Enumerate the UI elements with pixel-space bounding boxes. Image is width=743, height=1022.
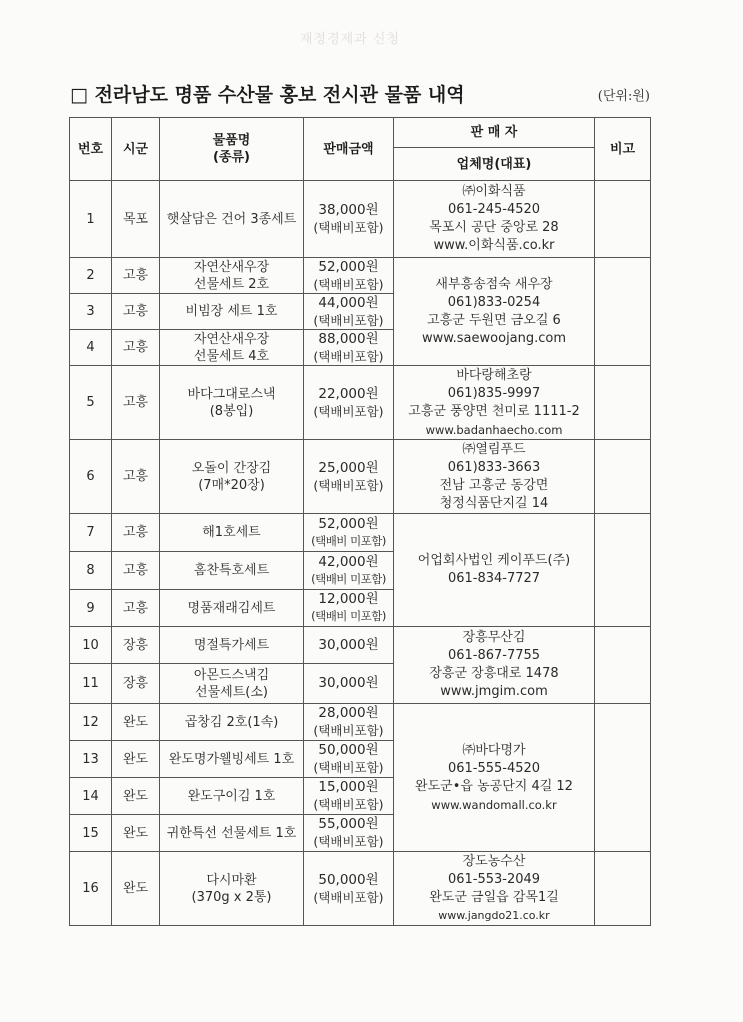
row-region: 고흥 (112, 552, 160, 590)
product-name-line: 명절특가세트 (193, 637, 270, 653)
product-name-line: 바다그대로스낵 (187, 386, 276, 402)
price-note: (택배비포함) (313, 276, 384, 292)
seller-info (394, 366, 595, 440)
row-region: 완도 (112, 741, 160, 778)
seller-line: ㈜바다명가 (462, 742, 526, 758)
remark-cell (595, 704, 651, 852)
unit-note: (단위:원) (597, 89, 650, 104)
header-no: 번호 (70, 118, 112, 181)
seller-line: 어업회사법인 케이푸드(주) (417, 553, 571, 568)
seller-line: 새부흥송점숙 새우장 (435, 276, 553, 292)
seller-line: 061-867-7755 (447, 648, 541, 663)
seller-line: 목포시 공단 중앙로 28 (429, 220, 559, 235)
row-region: 장흥 (112, 627, 160, 664)
seller-info (394, 514, 595, 627)
product-name (160, 258, 304, 294)
header-remark: 비고 (595, 118, 651, 181)
product-name-line: 선물세트 4호 (193, 348, 270, 364)
row-number: 13 (70, 741, 112, 778)
price-cell (304, 330, 394, 366)
header-product (160, 118, 304, 181)
row-number: 11 (70, 664, 112, 704)
price-cell (304, 294, 394, 330)
remark-cell (595, 627, 651, 704)
price-amount: 28,000원 (318, 705, 379, 721)
price-amount: 44,000원 (318, 294, 379, 311)
seller-line: 완도군•읍 농공단지 4길 12 (415, 778, 573, 794)
row-region: 고흥 (112, 514, 160, 552)
product-name-line: (370g x 2통) (191, 889, 272, 905)
product-name (160, 552, 304, 590)
row-number: 16 (70, 852, 112, 926)
product-name (160, 181, 304, 258)
price-note: (택배비 미포함) (311, 533, 386, 548)
seller-line: 061-555-4520 (447, 760, 541, 776)
row-number: 10 (70, 627, 112, 664)
price-note: (택배비포함) (313, 760, 384, 775)
price-amount: 38,000원 (318, 202, 379, 218)
seller-line: 061)835-9997 (447, 385, 541, 401)
product-name-line: 선물세트 2호 (193, 276, 270, 292)
seller-line: www.jangdo21.co.kr (438, 908, 550, 922)
seller-line: www.jmgim.com (440, 684, 548, 699)
product-name (160, 514, 304, 552)
product-name-line: 곱창김 2호(1속) (184, 714, 279, 730)
header-product-line2: (종류) (213, 150, 250, 165)
price-cell (304, 258, 394, 294)
product-name-line: 명품재래김세트 (187, 600, 276, 616)
product-name (160, 590, 304, 627)
product-name (160, 664, 304, 704)
price-note: (택배비 미포함) (311, 609, 386, 623)
price-cell (304, 664, 394, 704)
row-region: 고흥 (112, 440, 160, 514)
seller-line: 장흥군 장흥대로 1478 (429, 666, 559, 681)
product-name (160, 627, 304, 664)
product-name-line: 귀한특선 선물세트 1호 (166, 825, 297, 841)
row-number: 3 (70, 294, 112, 330)
row-number: 8 (70, 552, 112, 590)
seller-line: 061-245-4520 (447, 202, 541, 217)
seller-line: www.이화식품.co.kr (433, 238, 555, 253)
table-row (70, 258, 651, 294)
remark-cell (595, 852, 651, 926)
price-amount: 55,000원 (318, 816, 379, 832)
table-row (70, 514, 651, 552)
product-name-line: (7매*20장) (198, 477, 265, 493)
price-amount: 88,000원 (318, 330, 379, 347)
remark-cell (595, 366, 651, 440)
seller-info (394, 440, 595, 514)
header-product-line1: 물품명 (212, 133, 251, 148)
row-number: 9 (70, 590, 112, 627)
header-seller-sub: 업체명(대표) (394, 148, 595, 181)
seller-line: 장흥무산김 (462, 630, 526, 645)
price-note: (택배비포함) (313, 889, 384, 905)
row-number: 1 (70, 181, 112, 258)
product-name (160, 294, 304, 330)
price-amount: 42,000원 (318, 553, 379, 570)
product-name (160, 741, 304, 778)
price-amount: 50,000원 (318, 871, 379, 888)
seller-line: 061-834-7727 (447, 571, 541, 586)
row-number: 2 (70, 258, 112, 294)
product-name (160, 852, 304, 926)
price-amount: 15,000원 (318, 779, 379, 795)
row-number: 4 (70, 330, 112, 366)
product-name-line: 해1호세트 (202, 525, 261, 540)
table-row (70, 181, 651, 258)
remark-cell (595, 514, 651, 627)
product-name-line: 다시마환 (206, 872, 257, 888)
price-note: (택배비포함) (313, 312, 384, 328)
price-note: (택배비포함) (313, 723, 384, 738)
header-region: 시군 (112, 118, 160, 181)
seller-line: 061)833-3663 (447, 459, 541, 475)
row-region: 고흥 (112, 330, 160, 366)
table-row (70, 440, 651, 514)
table-row (70, 704, 651, 741)
seller-info (394, 627, 595, 704)
seller-line: 061)833-0254 (447, 294, 541, 310)
seller-line: 청정식품단지길 14 (439, 495, 549, 511)
seller-line: 장도농수산 (462, 853, 526, 869)
price-cell (304, 852, 394, 926)
product-name-line: 선물세트(소) (195, 684, 268, 700)
price-cell (304, 181, 394, 258)
header-seller: 판 매 자 (394, 118, 595, 148)
seller-line: www.badanhaecho.com (425, 422, 563, 437)
header-price: 판매금액 (304, 118, 394, 181)
product-name (160, 815, 304, 852)
price-cell (304, 778, 394, 815)
remark-cell (595, 258, 651, 366)
product-name (160, 440, 304, 514)
table-row (70, 366, 651, 440)
table-row (70, 627, 651, 664)
remark-cell (595, 440, 651, 514)
price-amount: 50,000원 (318, 742, 379, 758)
seller-line: 고흥군 두원면 금오길 6 (427, 312, 561, 328)
seller-info (394, 852, 595, 926)
row-number: 7 (70, 514, 112, 552)
product-name (160, 778, 304, 815)
price-note: (택배비포함) (313, 348, 384, 364)
seller-line: ㈜열림푸드 (462, 441, 526, 457)
product-name-line: 오돌이 간장김 (191, 460, 272, 476)
faded-stamp: 재정경제과 신청 (300, 32, 401, 47)
seller-info (394, 704, 595, 852)
product-name-line: 아몬드스낵김 (193, 667, 270, 683)
price-amount: 25,000원 (318, 459, 379, 476)
product-name-line: 햇살담은 건어 3종세트 (166, 211, 297, 227)
price-amount: 30,000원 (318, 675, 379, 691)
price-amount: 52,000원 (318, 515, 379, 532)
seller-line: 바다랑해초랑 (456, 367, 532, 383)
product-name-line: 비빔장 세트 1호 (185, 304, 278, 319)
row-region: 완도 (112, 704, 160, 741)
row-region: 목포 (112, 181, 160, 258)
product-name-line: 완도구이김 1호 (187, 788, 276, 804)
row-region: 완도 (112, 815, 160, 852)
product-name-line: 자연산새우장 (193, 331, 270, 347)
product-name-line: 자연산새우장 (193, 259, 270, 275)
seller-line: 전남 고흥군 동강면 (439, 477, 549, 493)
seller-line: 고흥군 풍양면 천미로 1111-2 (408, 403, 580, 419)
product-name-line: (8봉입) (209, 403, 254, 419)
price-cell (304, 704, 394, 741)
seller-info (394, 181, 595, 258)
product-name (160, 366, 304, 440)
seller-line: 완도군 금일읍 감목1길 (429, 889, 559, 905)
product-table (69, 117, 651, 926)
product-name (160, 330, 304, 366)
row-region: 고흥 (112, 590, 160, 627)
product-name-line: 홈찬특호세트 (193, 563, 270, 578)
seller-line: ㈜이화식품 (462, 184, 526, 199)
table-body (70, 181, 651, 926)
price-amount: 22,000원 (318, 385, 379, 402)
row-region: 고흥 (112, 258, 160, 294)
table-row (70, 852, 651, 926)
price-note: (택배비포함) (313, 220, 384, 235)
price-cell (304, 514, 394, 552)
row-region: 완도 (112, 852, 160, 926)
row-region: 장흥 (112, 664, 160, 704)
row-number: 14 (70, 778, 112, 815)
price-cell (304, 627, 394, 664)
price-cell (304, 590, 394, 627)
row-region: 완도 (112, 778, 160, 815)
price-cell (304, 552, 394, 590)
product-name-line: 완도명가웰빙세트 1호 (168, 751, 295, 767)
row-region: 고흥 (112, 366, 160, 440)
product-name (160, 704, 304, 741)
price-note: (택배비포함) (313, 834, 384, 849)
seller-line: 061-553-2049 (447, 871, 541, 887)
seller-line: www.saewoojang.com (421, 330, 567, 346)
remark-cell (595, 181, 651, 258)
price-cell (304, 366, 394, 440)
row-number: 15 (70, 815, 112, 852)
price-amount: 12,000원 (318, 591, 379, 607)
price-amount: 52,000원 (318, 258, 379, 275)
row-region: 고흥 (112, 294, 160, 330)
price-cell (304, 440, 394, 514)
document-title: □ 전라남도 명품 수산물 홍보 전시관 물품 내역 (70, 84, 465, 106)
row-number: 5 (70, 366, 112, 440)
row-number: 12 (70, 704, 112, 741)
price-note: (택배비 미포함) (311, 571, 386, 586)
price-note: (택배비포함) (313, 403, 384, 419)
title-row (70, 80, 650, 106)
seller-line: www.wandomall.co.kr (431, 797, 557, 812)
price-cell (304, 741, 394, 778)
price-amount: 30,000원 (318, 636, 379, 653)
price-cell (304, 815, 394, 852)
seller-info (394, 258, 595, 366)
row-number: 6 (70, 440, 112, 514)
price-note: (택배비포함) (313, 477, 384, 493)
price-note: (택배비포함) (313, 797, 384, 812)
